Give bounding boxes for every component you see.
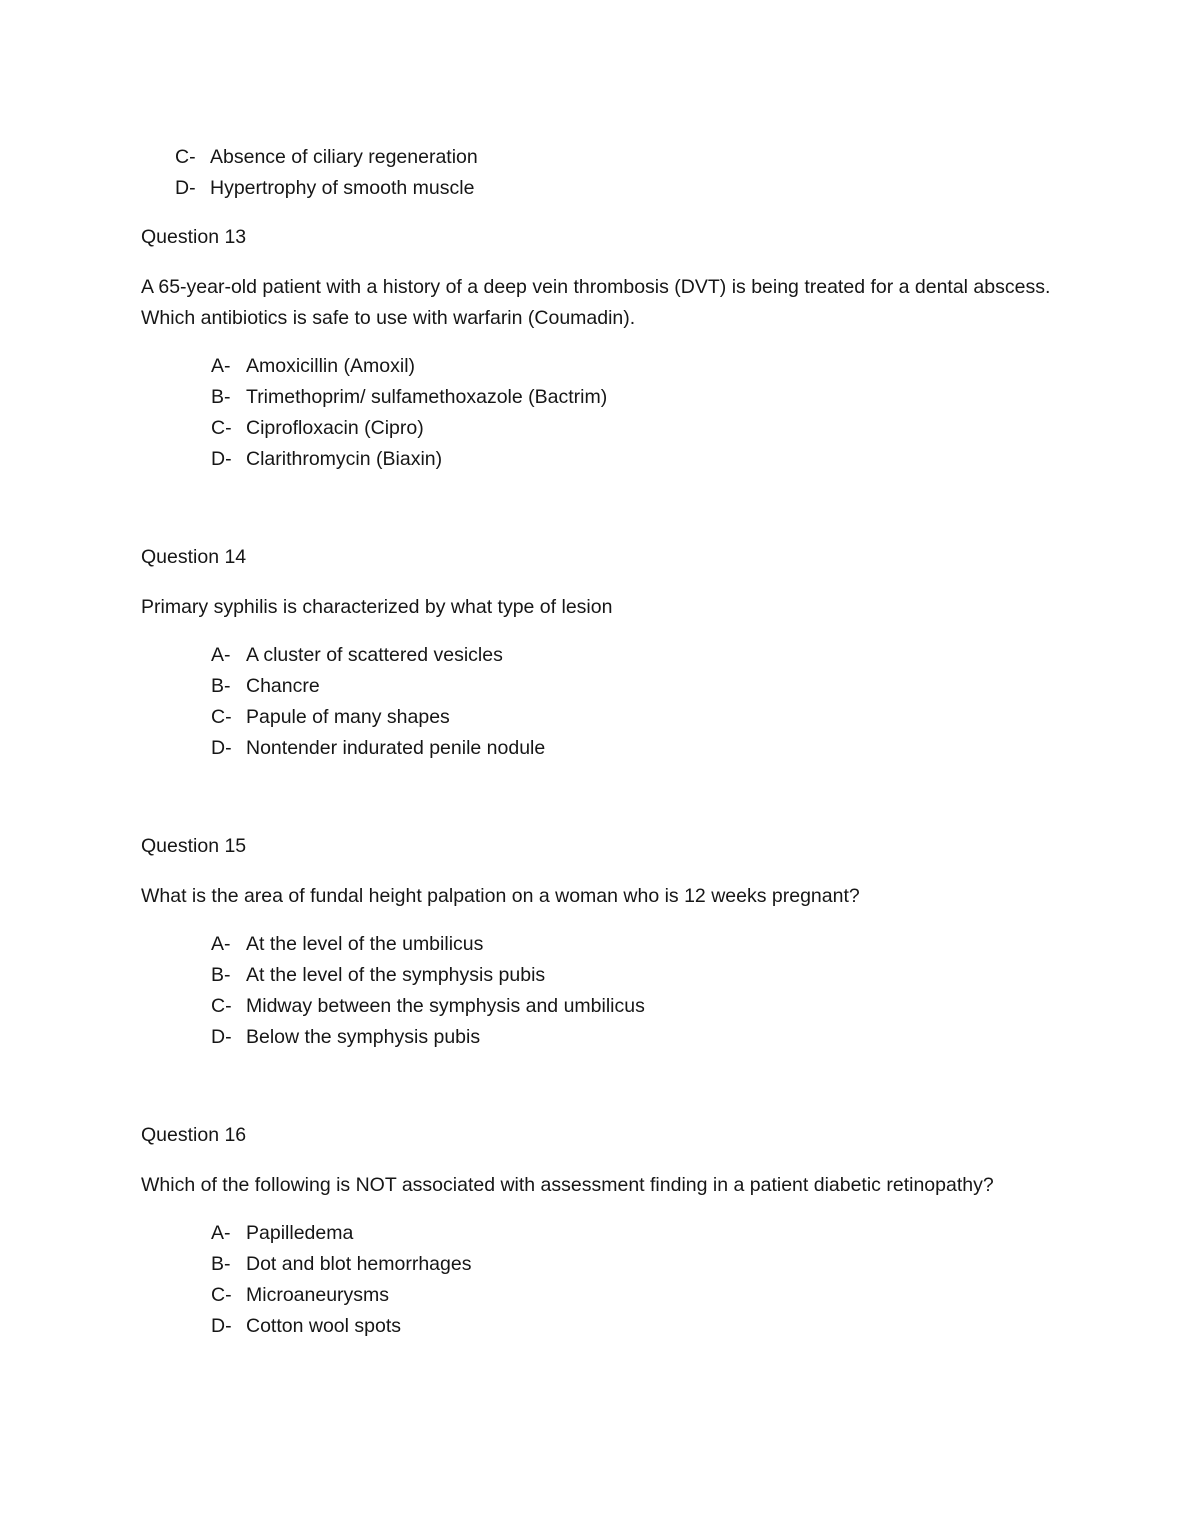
option-text: Amoxicillin (Amoxil) <box>246 355 416 377</box>
option-letter: C- <box>175 146 196 168</box>
question-body: What is the area of fundal height palpation on a woman who is 12 weeks pregnant? <box>141 885 860 907</box>
question-body: Which of the following is NOT associated with assessment finding in a patient diabetic retinopathy? <box>141 1174 994 1196</box>
option-text: Hypertrophy of smooth muscle <box>210 177 475 199</box>
option <box>175 173 1070 204</box>
question-body: Primary syphilis is characterized by what type of lesion <box>141 596 613 618</box>
option <box>211 1022 1070 1053</box>
option-letter: A- <box>211 1222 231 1244</box>
option-letter: B- <box>211 675 231 697</box>
question-block-16 <box>141 1120 1070 1342</box>
option <box>211 444 1070 475</box>
option-text: Microaneurysms <box>246 1284 390 1306</box>
option <box>211 991 1070 1022</box>
option <box>211 671 1070 702</box>
question-block-13 <box>141 222 1070 475</box>
option-letter: C- <box>211 417 232 439</box>
option-letter: D- <box>175 177 196 199</box>
option-text: Trimethoprim/ sulfamethoxazole (Bactrim) <box>246 386 608 408</box>
option-letter: B- <box>211 1253 231 1275</box>
option-text: A cluster of scattered vesicles <box>246 644 503 666</box>
options-list <box>211 1218 1070 1342</box>
option-letter: A- <box>211 644 231 666</box>
option-text: Papule of many shapes <box>246 706 450 728</box>
option <box>211 382 1070 413</box>
option-letter: C- <box>211 1284 232 1306</box>
options-list <box>211 640 1070 764</box>
option-text: At the level of the umbilicus <box>246 933 484 955</box>
option-text: Clarithromycin (Biaxin) <box>246 448 443 470</box>
option-text: Absence of ciliary regeneration <box>210 146 478 168</box>
option <box>211 1218 1070 1249</box>
option-text: Nontender indurated penile nodule <box>246 737 546 759</box>
option <box>211 929 1070 960</box>
option <box>211 1311 1070 1342</box>
option <box>211 351 1070 382</box>
option-text: Papilledema <box>246 1222 354 1244</box>
option <box>211 413 1070 444</box>
option-letter: D- <box>211 737 232 759</box>
option-text: Ciprofloxacin (Cipro) <box>246 417 424 439</box>
question-title: Question 14 <box>141 546 247 568</box>
question-block-15 <box>141 831 1070 1053</box>
option-text: Chancre <box>246 675 320 697</box>
question-block-14 <box>141 542 1070 764</box>
question-body: A 65-year-old patient with a history of a deep vein thrombosis (DVT) is being treated for a dental abscess. Which antibiotics is safe to use with warfarin (Coumadin). <box>141 276 1051 329</box>
question-title: Question 13 <box>141 226 247 248</box>
option-letter: A- <box>211 933 231 955</box>
option-text: Below the symphysis pubis <box>246 1026 481 1048</box>
options-list <box>211 351 1070 475</box>
option-letter: D- <box>211 448 232 470</box>
option-letter: B- <box>211 386 231 408</box>
option-text: At the level of the symphysis pubis <box>246 964 546 986</box>
option-letter: C- <box>211 706 232 728</box>
option-letter: A- <box>211 355 231 377</box>
option-text: Midway between the symphysis and umbilicus <box>246 995 645 1017</box>
option <box>175 142 1070 173</box>
question-title: Question 15 <box>141 835 247 857</box>
option <box>211 960 1070 991</box>
option-text: Dot and blot hemorrhages <box>246 1253 472 1275</box>
option-letter: D- <box>211 1026 232 1048</box>
option <box>211 640 1070 671</box>
option-text: Cotton wool spots <box>246 1315 402 1337</box>
option <box>211 1249 1070 1280</box>
option-letter: D- <box>211 1315 232 1337</box>
option <box>211 702 1070 733</box>
option-letter: C- <box>211 995 232 1017</box>
option-letter: B- <box>211 964 231 986</box>
options-list <box>211 929 1070 1053</box>
option <box>211 733 1070 764</box>
question-title: Question 16 <box>141 1124 247 1146</box>
leading-options-list <box>175 142 1070 204</box>
option <box>211 1280 1070 1311</box>
